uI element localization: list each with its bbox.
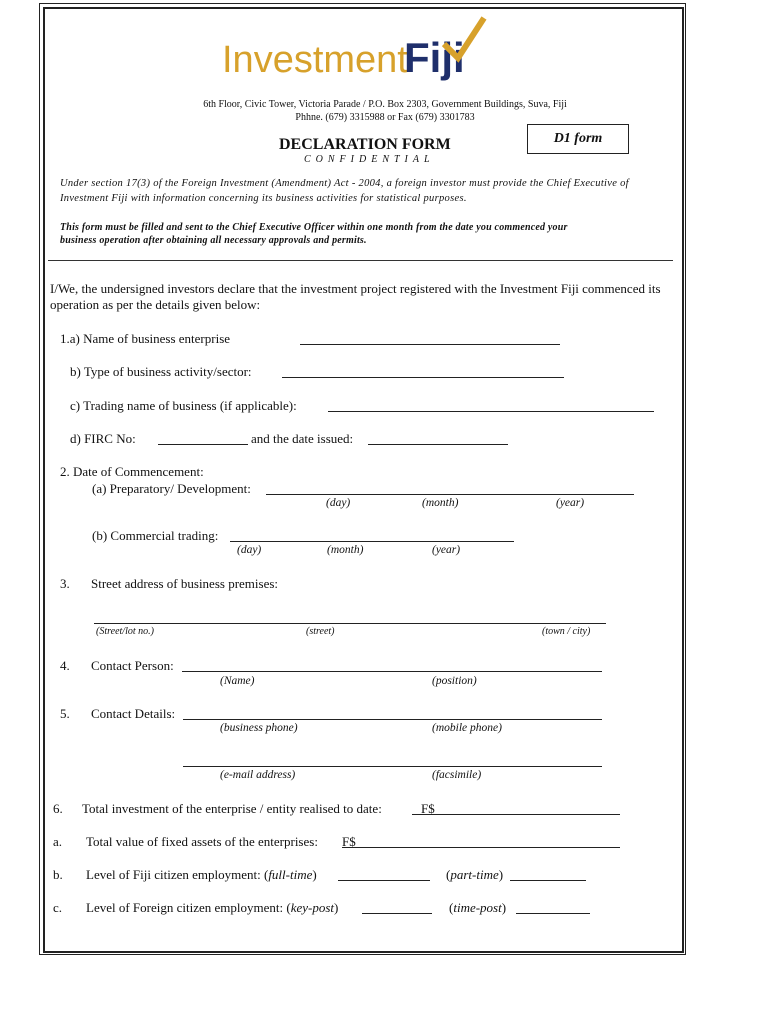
qb-letter: b. (53, 867, 63, 882)
q2a-month: (month) (422, 497, 459, 509)
q4-label: Contact Person: (91, 658, 174, 673)
street-address-field[interactable] (94, 623, 606, 624)
intro-line-1: Under section 17(3) of the Foreign Investment (Amendment) Act - 2004, a foreign investor must provide the Chief Executive of (60, 178, 629, 189)
qc-timepost-label: (time-post) (449, 900, 507, 915)
qc-letter: c. (53, 900, 63, 915)
q1b-label: b) Type of business activity/sector: (70, 364, 252, 379)
contact-email-field[interactable] (183, 766, 602, 767)
q1d-date-label: and the date issued: (251, 431, 354, 446)
street-caption: (street) (306, 626, 335, 637)
q2a-label: (a) Preparatory/ Development: (92, 481, 251, 496)
divider (48, 260, 673, 261)
q3-label: Street address of business premises: (91, 576, 279, 591)
declaration-line-1: I/We, the undersigned investors declare that the investment project registered with the Investment Fiji commenced its (50, 281, 661, 296)
q2a-year: (year) (556, 497, 585, 509)
q5-number: 5. (60, 706, 70, 721)
q4-number: 4. (60, 658, 70, 673)
email-caption: (e-mail address) (220, 769, 296, 781)
q6-number: 6. (53, 801, 63, 816)
name-caption: (Name) (220, 675, 255, 687)
qa-letter: a. (53, 834, 63, 849)
firc-date-field[interactable] (368, 444, 508, 445)
instruction-line-2: business operation after obtaining all necessary approvals and permits. (60, 235, 367, 246)
q2b-day: (day) (237, 544, 262, 556)
q2a-day: (day) (326, 497, 351, 509)
fixed-assets-field[interactable] (342, 847, 620, 848)
qb-parttime-label: (part-time) (446, 867, 504, 882)
mobile-phone-caption: (mobile phone) (432, 722, 502, 734)
fiji-parttime-field[interactable] (510, 880, 586, 881)
business-phone-caption: (business phone) (220, 722, 298, 734)
street-lot-caption: (Street/lot no.) (96, 626, 154, 637)
fiji-fulltime-field[interactable] (338, 880, 430, 881)
form-title: DECLARATION FORM (279, 136, 451, 153)
logo-brand: Fiji (404, 34, 465, 81)
contact-person-field[interactable] (182, 671, 602, 672)
q3-number: 3. (60, 576, 70, 591)
qb-label: Level of Fiji citizen employment: (full-time) (86, 867, 317, 882)
total-investment-field[interactable] (412, 814, 620, 815)
q1a-label: 1.a) Name of business enterprise (60, 331, 231, 346)
q5-label: Contact Details: (91, 706, 176, 721)
q1a-field[interactable] (300, 344, 560, 345)
town-caption: (town / city) (542, 626, 591, 637)
firc-no-field[interactable] (158, 444, 248, 445)
q1d-label: d) FIRC No: (70, 431, 136, 446)
q6-label: Total investment of the enterprise / entity realised to date: (82, 801, 382, 816)
position-caption: (position) (432, 675, 477, 687)
q2-label: 2. Date of Commencement: (60, 464, 204, 479)
investment-fiji-logo (222, 14, 492, 88)
foreign-keypost-field[interactable] (362, 913, 432, 914)
q2a-field[interactable] (266, 494, 634, 495)
address-line: 6th Floor, Civic Tower, Victoria Parade / P.O. Box 2303, Government Buildings, Suva, Fiji (203, 99, 567, 110)
qa-currency: F$ (342, 834, 356, 849)
foreign-timepost-field[interactable] (516, 913, 590, 914)
q6-currency: F$ (421, 801, 435, 816)
q2b-label: (b) Commercial trading: (92, 528, 219, 543)
qa-label: Total value of fixed assets of the enterprises: (86, 834, 318, 849)
q1c-field[interactable] (328, 411, 654, 412)
q1c-label: c) Trading name of business (if applicable): (70, 398, 297, 413)
intro-line-2: Investment Fiji with information concerning its business activities for statistical purposes. (60, 193, 467, 204)
q2b-year: (year) (432, 544, 461, 556)
confidential-label: CONFIDENTIAL (304, 154, 435, 165)
contact-phone-field[interactable] (183, 719, 602, 720)
q1b-field[interactable] (282, 377, 564, 378)
logo-word: Investment (222, 39, 408, 81)
declaration-line-2: operation as per the details given below: (50, 297, 261, 312)
q2b-month: (month) (327, 544, 364, 556)
qc-label: Level of Foreign citizen employment: (key-post) (86, 900, 339, 915)
fax-caption: (facsimile) (432, 769, 482, 781)
form-code-box: D1 form (527, 124, 629, 154)
q2b-field[interactable] (230, 541, 514, 542)
instruction-line-1: This form must be filled and sent to the Chief Executive Officer within one month from the date you commenced your (60, 222, 568, 233)
phone-line: Phhne. (679) 3315988 or Fax (679) 3301783 (295, 112, 475, 123)
